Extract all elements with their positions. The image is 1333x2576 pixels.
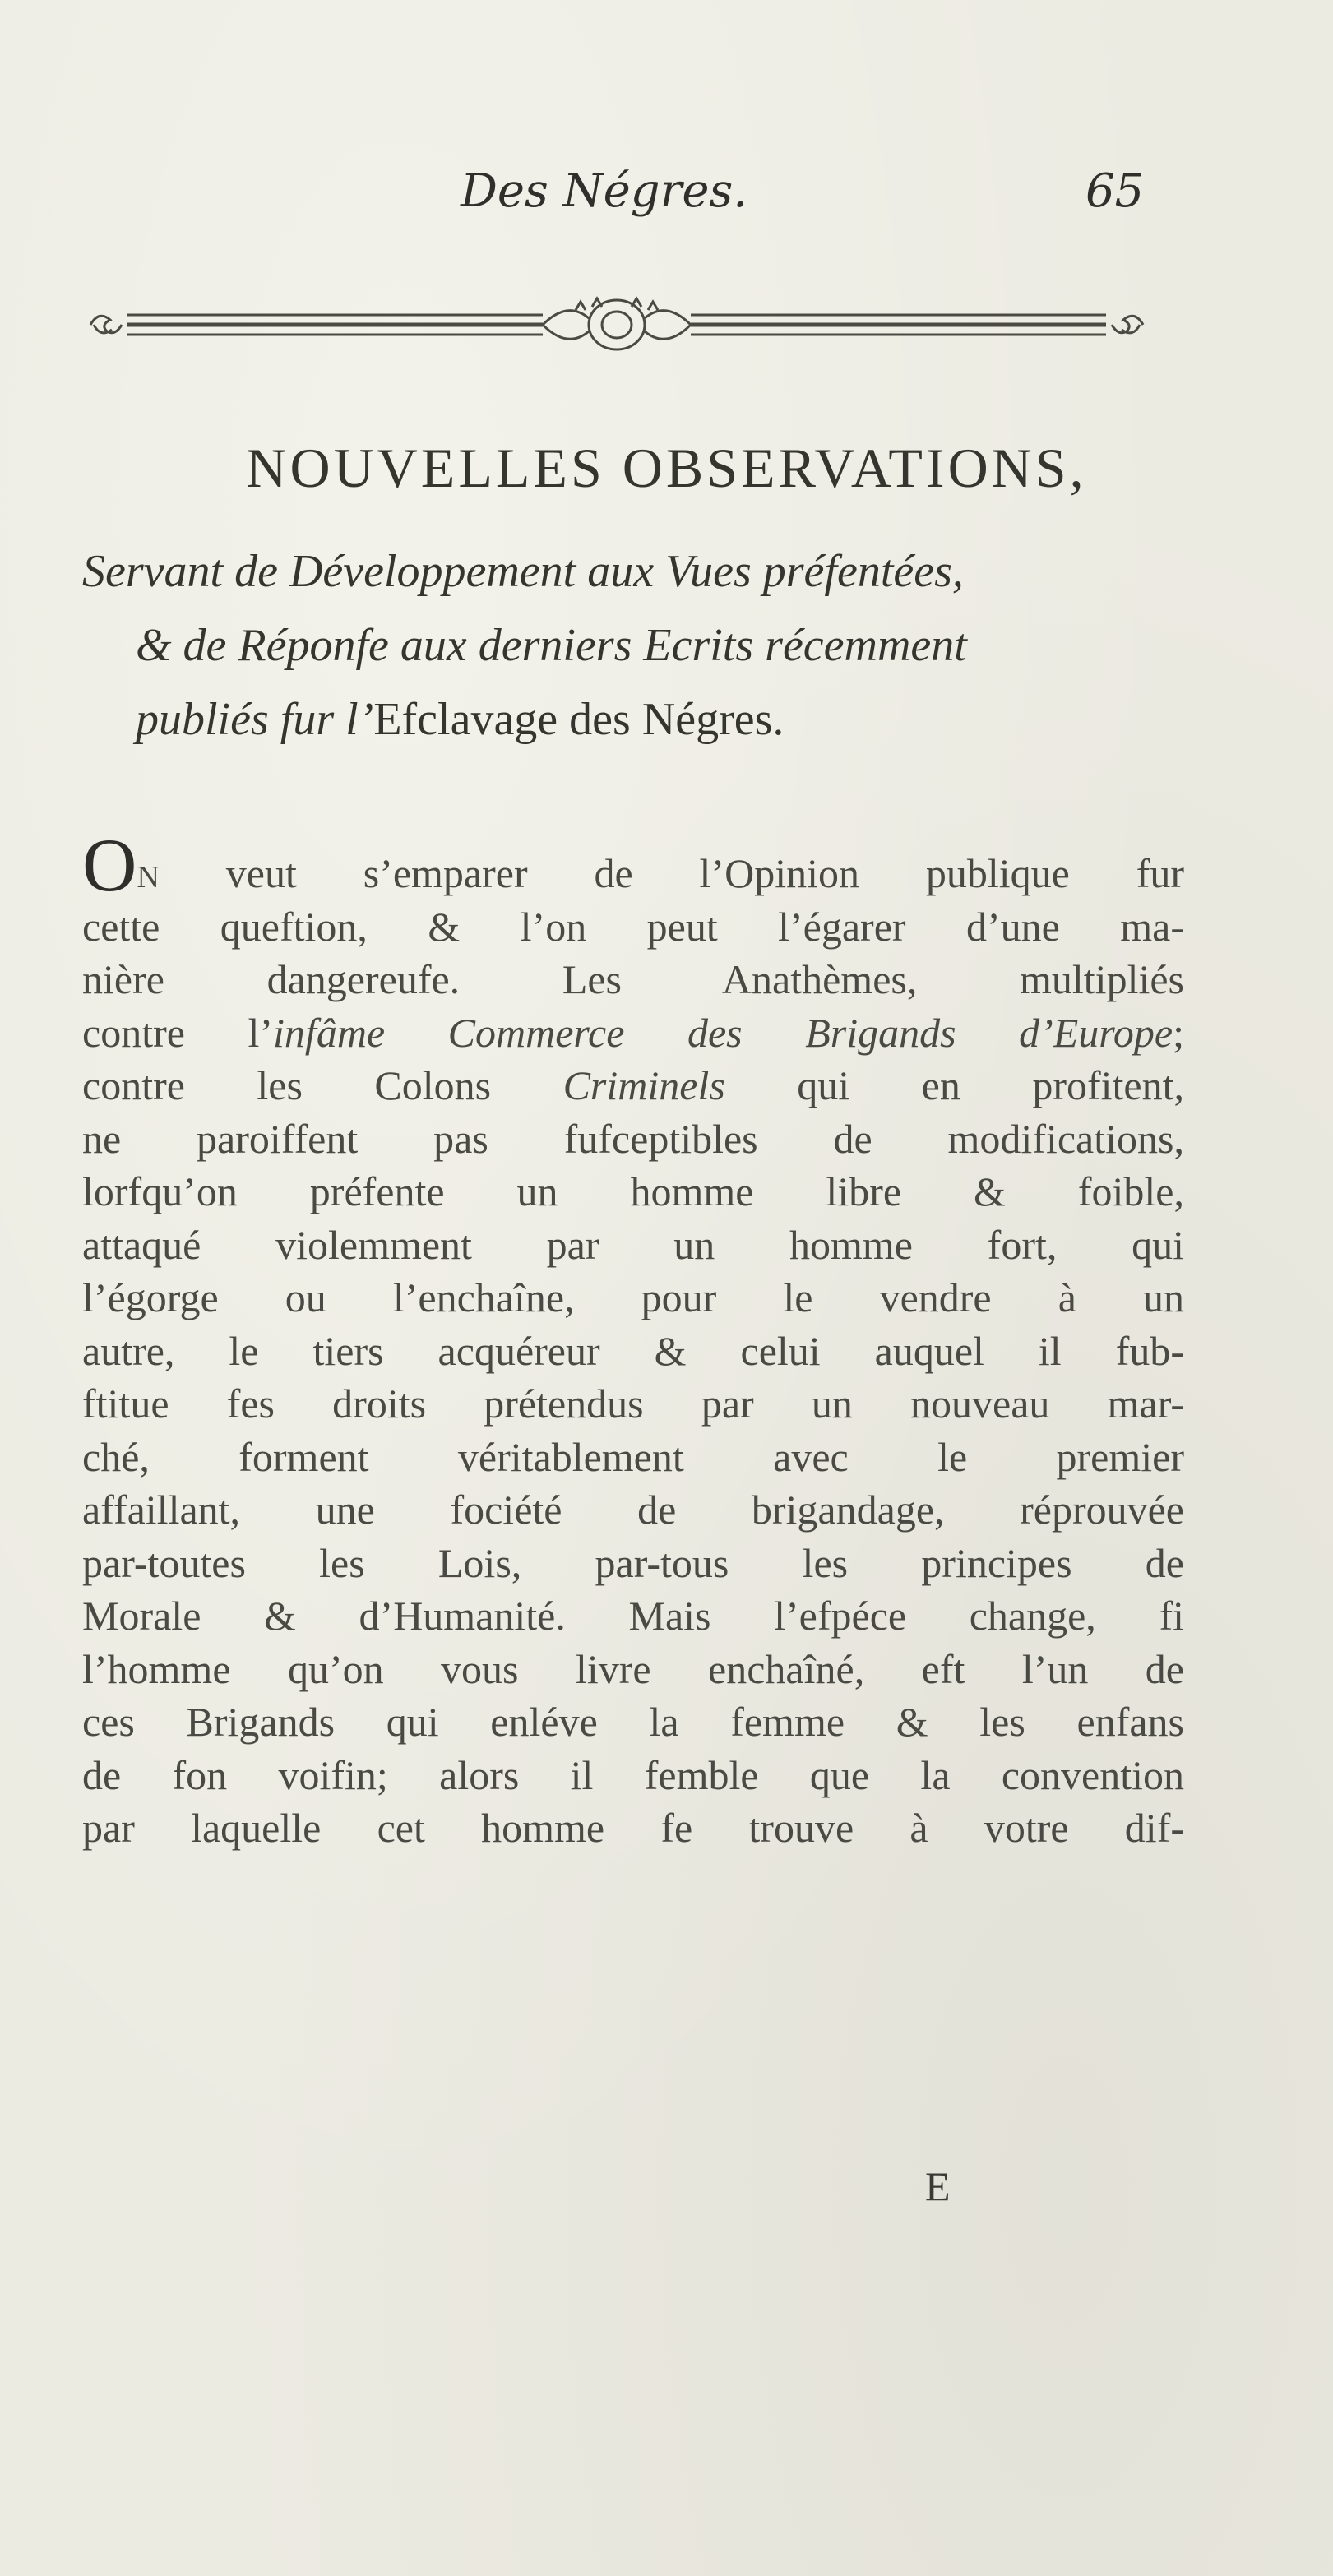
fleuron-band-icon: [82, 292, 1151, 358]
text-line: contre les Colons Criminels qui en profitent,: [82, 1062, 1184, 1108]
text-line: ON veut s’emparer de l’Opinion publique fur: [82, 823, 1184, 907]
text-line: par-toutes les Lois, par-tous les principes de: [82, 1539, 1184, 1586]
italic-phrase: infâme Commerce des Brigands d’Europe: [273, 1009, 1173, 1056]
drop-cap: O: [82, 823, 137, 907]
text-line: affaillant, une fociété de brigandage, réprouvée: [82, 1487, 1184, 1533]
page-number: 65: [1085, 164, 1145, 218]
signature-mark: E: [925, 2163, 951, 2209]
text-line: Morale & d’Humanité. Mais l’efpéce change, fi: [82, 1593, 1184, 1639]
text-line: lorfqu’on préfente un homme libre & foible,: [82, 1168, 1184, 1214]
subtitle-line-3-roman: Efclavage des Négres.: [373, 694, 785, 745]
small-caps: N: [137, 860, 160, 895]
subtitle-line-3-italic: publiés fur l’: [136, 694, 374, 745]
text-line: nière dangereufe. Les Anathèmes, multipliés: [82, 956, 1184, 1002]
body-text: [82, 823, 1184, 1855]
text-line: attaqué violemment par un homme fort, qui: [82, 1221, 1184, 1268]
text-line: autre, le tiers acquéreur & celui auquel il fub-: [82, 1327, 1184, 1374]
running-title: Des Négres.: [461, 164, 748, 218]
subtitle-line-3: [82, 682, 1233, 756]
text-line: de fon voifin; alors il femble que la convention: [82, 1751, 1184, 1798]
subtitle-line-1: Servant de Développement aux Vues préfentées,: [82, 546, 964, 597]
text-line: l’égorge ou l’enchaîne, pour le vendre à un: [82, 1274, 1184, 1320]
text-line: ftitue fes droits prétendus par un nouveau mar-: [82, 1380, 1184, 1427]
chapter-heading: NOUVELLES OBSERVATIONS,: [246, 437, 1087, 499]
text-line: cette queftion, & l’on peut l’égarer d’une ma-: [82, 903, 1184, 950]
text-line: ces Brigands qui enléve la femme & les enfans: [82, 1699, 1184, 1745]
text-line: ché, forment véritablement avec le premier: [82, 1433, 1184, 1480]
italic-word: Criminels: [562, 1062, 725, 1108]
text-line: l’homme qu’on vous livre enchaîné, eft l’un de: [82, 1645, 1184, 1692]
running-head: [0, 164, 1333, 230]
text-line: contre l’infâme Commerce des Brigands d’Europe;: [82, 1009, 1184, 1056]
text-line: ne paroiffent pas fufceptibles de modifications,: [82, 1115, 1184, 1162]
subtitle-line-2: & de Réponfe aux derniers Ecrits récemment: [136, 620, 967, 671]
text-line: par laquelle cet homme fe trouve à votre dif-: [82, 1805, 1184, 1851]
chapter-subtitle: [82, 534, 1233, 756]
